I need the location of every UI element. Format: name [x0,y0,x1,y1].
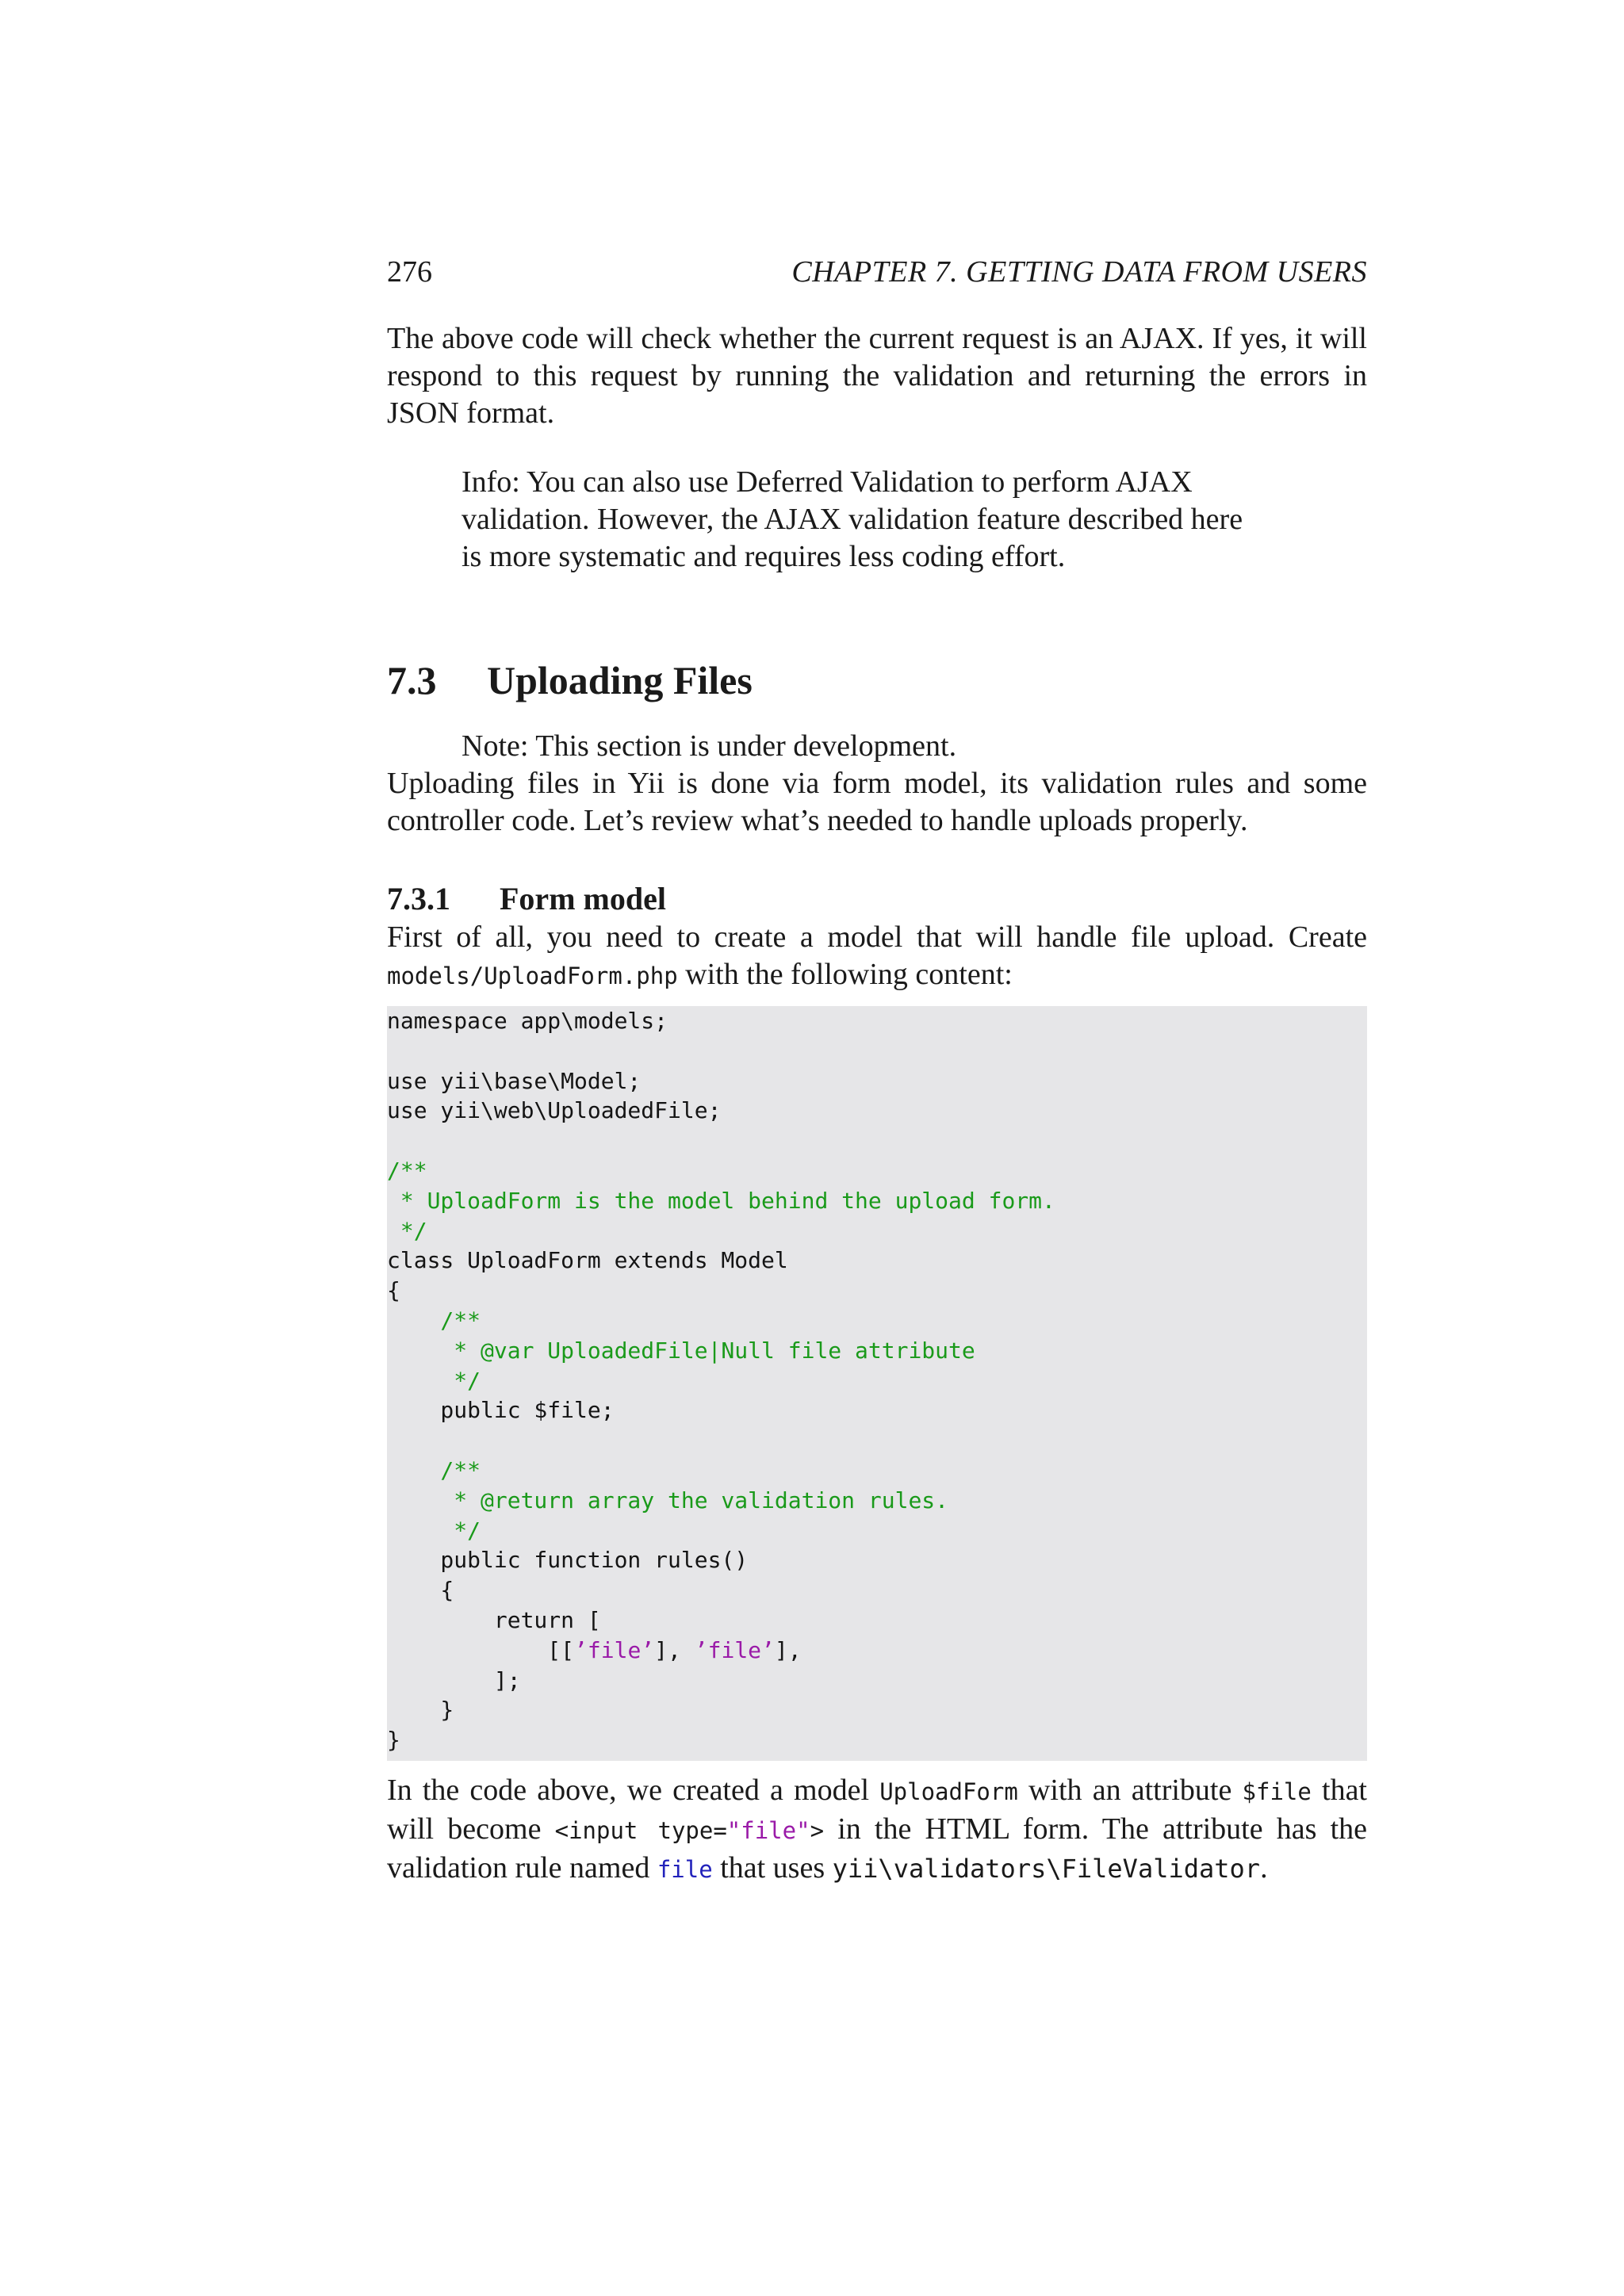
subsection-title: Form model [500,881,666,916]
code-line: */ [387,1367,481,1394]
code-line: } [387,1697,454,1724]
intro-paragraph: The above code will check whether the current request is an AJAX. If yes, it will respond to this request by running the validation and returning the errors in JSON format. [387,322,1367,430]
code-line: * @return array the validation rules. [387,1487,949,1513]
document-page [387,254,1367,1888]
inline-code-validator: yii\validators\FileValidator [832,1854,1261,1884]
code-string: ’file’ [574,1636,655,1663]
inline-code-part: > [810,1817,825,1844]
info-line-2: validation. However, the AJAX validation feature described here [462,503,1243,536]
info-box [462,464,1293,576]
code-line: { [387,1577,454,1604]
paragraph-text: with the following content: [677,958,1013,991]
code-line [387,1425,1367,1456]
subsection-paragraph [387,919,1367,995]
code-text: [[ [387,1636,575,1663]
section-number: 7.3 [387,658,437,702]
code-line: */ [387,1517,481,1544]
paragraph-text: in the HTML form. The attribute has the validation rule named [387,1812,1368,1885]
code-line [387,1036,1367,1066]
inline-code-part: <input type= [554,1817,727,1844]
page-number: 276 [387,255,432,289]
development-note: Note: This section is under development. [462,729,957,763]
paragraph-text: In the code above, we created a model [387,1774,880,1807]
code-line: return [ [387,1606,601,1633]
inline-code-class: UploadForm [879,1778,1018,1805]
subsection-number: 7.3.1 [387,881,450,916]
info-line-1: Info: You can also use Deferred Validation to perform AJAX [462,465,1193,499]
code-line: class UploadForm extends Model [387,1247,788,1274]
code-line: * UploadForm is the model behind the upload form. [387,1187,1055,1214]
code-line: /** [387,1157,427,1184]
section-title: Uploading Files [487,658,753,702]
code-text: ], [654,1636,695,1663]
code-line: public $file; [387,1397,615,1424]
section-paragraph: Uploading files in Yii is done via form model, its validation rules and some controller code. Let’s review what’s needed to handle uploads properly. [387,767,1367,837]
paragraph-text: . [1260,1851,1268,1885]
code-text: ], [774,1636,802,1663]
code-block [387,1006,1367,1761]
closing-paragraph [387,1772,1367,1888]
code-line [387,1126,1367,1156]
paragraph-text: that will become [387,1774,1367,1846]
file-path-code: models/UploadForm.php [387,962,678,989]
section-heading [387,656,1367,704]
code-line: /** [387,1456,481,1483]
code-line: /** [387,1307,481,1334]
code-line: } [387,1727,400,1754]
code-line: ]; [387,1667,521,1693]
code-line: */ [387,1217,427,1244]
subsection-heading [387,879,1367,919]
paragraph-text: with an attribute [1017,1774,1243,1807]
code-string: ’file’ [694,1636,775,1663]
running-header [387,254,1367,290]
inline-code-rule-name: file [657,1856,713,1883]
code-line: * @var UploadedFile|Null file attribute [387,1337,975,1364]
inline-code-string: "file" [726,1817,810,1844]
paragraph-text: that uses [712,1851,833,1885]
chapter-title: CHAPTER 7. GETTING DATA FROM USERS [791,255,1367,289]
code-line: namespace app\models; [387,1008,668,1034]
code-line [387,1636,1367,1666]
code-line: use yii\web\UploadedFile; [387,1097,722,1124]
inline-code-attribute: $file [1242,1778,1312,1805]
code-line: { [387,1277,400,1304]
paragraph-text: First of all, you need to create a model that will handle file upload. Create [387,920,1367,954]
code-line: public function rules() [387,1547,749,1574]
info-line-3: is more systematic and requires less coding effort. [462,540,1066,573]
inline-code-input-tag [555,1817,824,1844]
code-line: use yii\base\Model; [387,1067,642,1094]
